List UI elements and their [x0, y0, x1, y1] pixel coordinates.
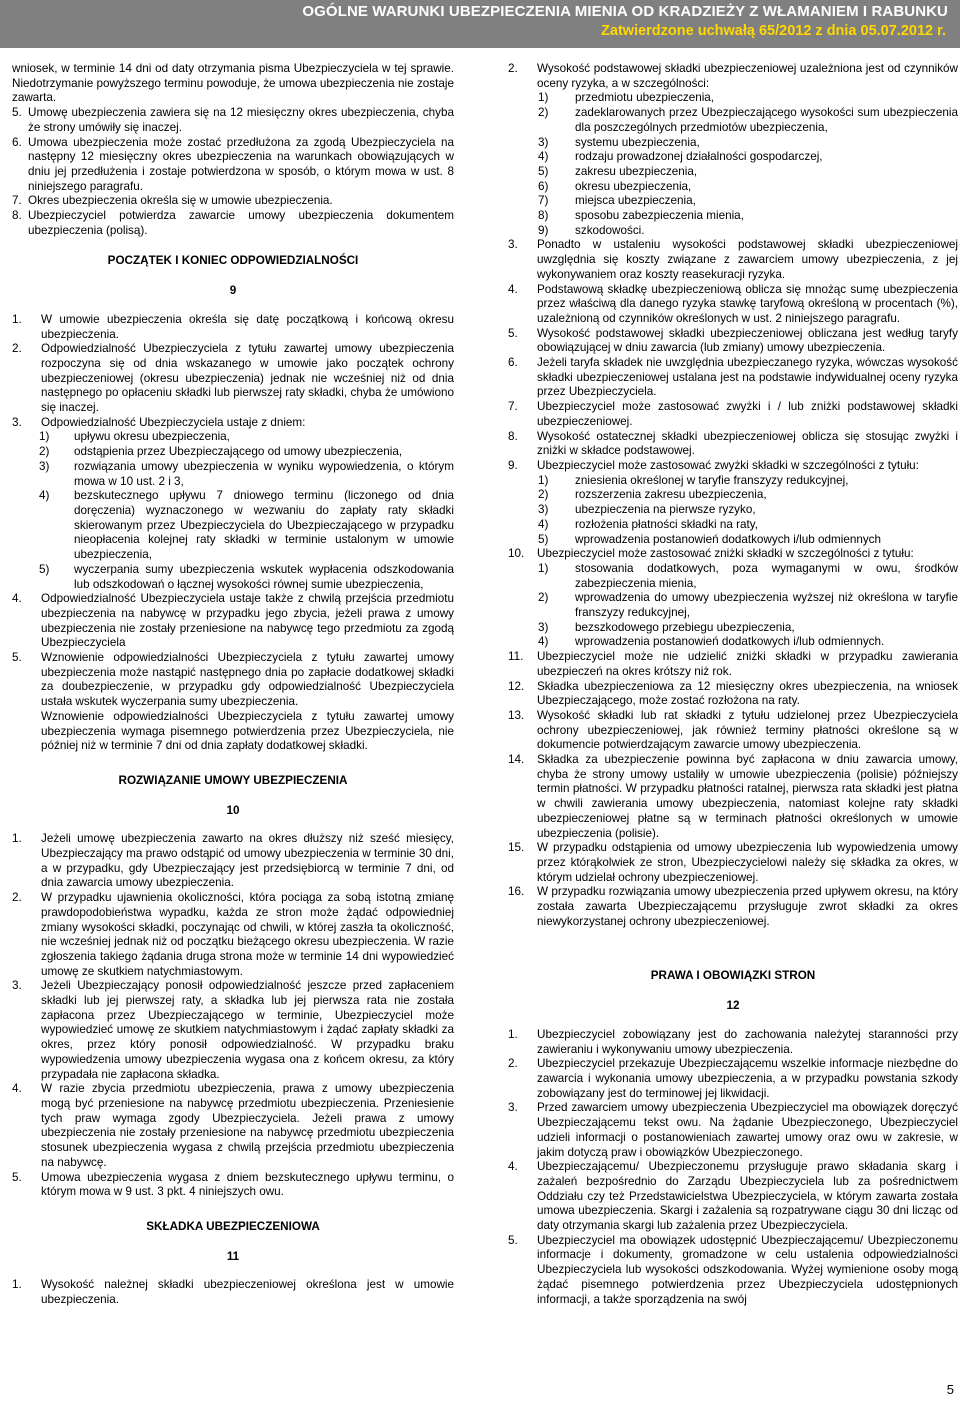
- sub-item: 3) systemu ubezpieczenia,: [538, 135, 700, 149]
- page-number: 5: [946, 1382, 954, 1397]
- sub-item: 6) okresu ubezpieczenia,: [538, 179, 692, 193]
- sub-item: 1) stosowania dodatkowych, poza wymaganymi w owu, środków zabezpieczenia mienia,: [538, 561, 958, 590]
- paragraph-number: 11: [226, 1249, 240, 1263]
- section-heading: ROZWIĄZANIE UMOWY UBEZPIECZENIA: [118, 773, 348, 787]
- paragraph: wniosek, w terminie 14 dni od daty otrzymania pisma Ubezpieczyciela w tej sprawie. Niedotrzymanie powyższego terminu powoduje, że umowa ubezpieczenia nie zostaje zawarta.: [12, 62, 454, 105]
- sub-item: 2) zadeklarowanych przez Ubezpieczającego wysokości sum ubezpieczenia dla poszczególnych przedmiotów ubezpieczenia,: [538, 106, 958, 134]
- right-column: [508, 62, 958, 1307]
- list-item: 15. W przypadku odstąpienia od umowy ubezpieczenia lub wypowiedzenia umowy przez którąkolwiek ze stron, Ubezpieczycielowi należy się składka za okres, w którym udzielał ochrony ubezpieczeniowej.: [508, 841, 958, 884]
- list-item: 3. Ponadto w ustaleniu wysokości podstawowej składki ubezpieczeniowej uwzględnia się koszty związane z zawarciem umowy ubezpieczenia, z jej wykonywaniem oraz koszty reasekuracji ryzyka.: [508, 238, 958, 281]
- list-item: 3. Odpowiedzialność Ubezpieczyciela ustaje z dniem:: [12, 415, 306, 429]
- sub-item: 5) wyczerpania sumy ubezpieczenia wskutek wypłacenia odszkodowania lub odszkodowań o łącznej wysokości równej sumie ubezpieczenia,: [39, 562, 454, 591]
- list-item: 5. Wznowienie odpowiedzialności Ubezpieczyciela z tytułu zawartej umowy ubezpieczenia może nastąpić następnego dnia po zapłacie dodatkowej składki za doubezpieczenie, w przypadku gdy odpowiedzialność Ubezpieczyciela ustała wskutek wyczerpania sumy ubezpieczenia.: [12, 651, 454, 709]
- list-item: 4. Podstawową składkę ubezpieczeniową oblicza się mnożąc sumę ubezpieczenia przez właściwą dla danego ryzyka stawkę taryfową określoną w procentach (%), uzależnioną od czynników określonych w ust. 2 niniejszego paragrafu.: [508, 282, 958, 325]
- list-item: 6. Umowa ubezpieczenia może zostać przedłużona za zgodą Ubezpieczyciela na następny 12 miesięczny okres ubezpieczenia na warunkach obowiązujących w dniu jej przedłużenia i zostaje potwierdzona w sposób, o którym mowa w ust. 8 niniejszego paragrafu.: [12, 135, 454, 193]
- list-item: 1. Ubezpieczyciel zobowiązany jest do zachowania należytej staranności przy zawieraniu i wykonywaniu umowy ubezpieczenia.: [508, 1027, 958, 1056]
- section-heading: SKŁADKA UBEZPIECZENIOWA: [146, 1219, 320, 1233]
- sub-item: 8) sposobu zabezpieczenia mienia,: [538, 209, 744, 223]
- list-item-continued: Wznowienie odpowiedzialności Ubezpieczyciela z tytułu zawartej umowy ubezpieczenia wymaga pisemnego potwierdzenia przez Ubezpieczyciela, nie później niż w terminie 7 dni od dnia zapłaty dodatkowej składki.: [41, 709, 454, 753]
- list-item: 1. W umowie ubezpieczenia określa się datę początkową i końcową okresu ubezpieczenia.: [12, 312, 454, 341]
- list-item: 16. W przypadku rozwiązania umowy ubezpieczenia przed upływem okresu, na który została zawarta Ubezpieczającemu przysługuje zwrot składki za okres niewykorzystanej ochrony ubezpieczeniowej.: [508, 885, 958, 928]
- list-item: 4. Ubezpieczającemu/ Ubezpieczonemu przysługuje prawo składania skarg i zażaleń bezpośrednio do Zarządu Ubezpieczyciela lub za pośrednictwem Oddziału czy też Przedstawicielstwa Ubezpieczyciela, w którym zawarta została umowa ubezpieczenia. Skargi i zażalenia są rozpatrywane ciągu 30 dni licząc od daty otrzymania skargi lub zażalenia przez Ubezpieczyciela.: [508, 1160, 958, 1233]
- sub-item: 2) odstąpienia przez Ubezpieczającego od umowy ubezpieczenia,: [39, 445, 403, 459]
- sub-item: 5) wprowadzenia postanowień dodatkowych i/lub odmiennych: [538, 532, 882, 546]
- list-item: 1. Wysokość należnej składki ubezpieczeniowej określona jest w umowie ubezpieczenia.: [12, 1278, 454, 1307]
- list-item: 10. Ubezpieczyciel może zastosować zniżki składki w szczególności z tytułu:: [508, 547, 914, 561]
- sub-item: 3) rozwiązania umowy ubezpieczenia w wyniku wypowiedzenia, o którym mowa w 10 ust. 2 i 3,: [39, 459, 454, 488]
- paragraph-number: 9: [229, 284, 237, 298]
- section-heading: PRAWA I OBOWIĄZKI STRON: [650, 969, 816, 983]
- sub-item: 9) szkodowości.: [538, 223, 645, 237]
- left-column: [12, 62, 454, 1308]
- list-item: 5. Wysokość podstawowej składki ubezpieczeniowej obliczana jest według taryfy obowiązującej w dniu zawarcia (lub zmiany) umowy ubezpieczenia.: [508, 326, 958, 355]
- sub-item: 1) przedmiotu ubezpieczenia,: [538, 91, 715, 105]
- list-item: 4. W razie zbycia przedmiotu ubezpieczenia, prawa z umowy ubezpieczenia mogą być przeniesione na nabywcę przedmiotu ubezpieczenia. Przeniesienie tych praw wymaga zgody Ubezpieczyciela. Jeżeli prawa z umowy ubezpieczenia nie zostały przeniesione na nabywcę przedmiotu ubezpieczenia stosunek ubezpieczenia wygasa z chwilą przejścia przedmiotu ubezpieczenia na nabywcę.: [12, 1082, 454, 1169]
- sub-item: 4) bezskutecznego upływu 7 dniowego terminu (liczonego od dnia doręczenia) wyznaczonego w wezwaniu do zapłaty raty składki skierowanym przez Ubezpieczyciela do Ubezpieczającego w przypadku nieopłacenia kolejnej raty składki w terminie ustalonym w umowie ubezpieczenia,: [39, 489, 454, 562]
- list-item: 6. Jeżeli taryfa składek nie uwzględnia ubezpieczanego ryzyka, wówczas wysokość składki ubezpieczeniowej ustalana jest na podstawie indywidualnej oceny ryzyka przez Ubezpieczyciela.: [508, 356, 958, 399]
- sub-item: 1) zniesienia określonej w taryfie franszyzy redukcyjnej,: [538, 473, 849, 487]
- sub-item: 2) wprowadzenia do umowy ubezpieczenia wyższej niż określona w taryfie franszyzy redukcyjnej,: [538, 591, 958, 620]
- paragraph-number: 12: [726, 999, 740, 1013]
- list-item: 5. Umowa ubezpieczenia wygasa z dniem bezskutecznego upływu terminu, o którym mowa w 9 ust. 3 pkt. 4 niniejszych owu.: [12, 1170, 454, 1199]
- list-item: 2. W przypadku ujawnienia okoliczności, która pociąga za sobą istotną zmianę prawdopodobieństwa wypadku, każda ze stron może żądać odpowiedniej zmiany wysokości składki, poczynając od chwili, w której zaszła ta okoliczność, nie wcześniej jednak niż od początku bieżącego okresu ubezpieczenia. W razie zgłoszenia takiego żądania druga strona może w terminie 14 dni wypowiedzieć umowę ze skutkiem natychmiastowym.: [12, 891, 454, 978]
- list-item: 7. Ubezpieczyciel może zastosować zwyżki i / lub zniżki podstawowej składki ubezpieczeniowej.: [508, 400, 958, 428]
- sub-item: 1) upływu okresu ubezpieczenia,: [39, 430, 230, 444]
- list-item: 2. Ubezpieczyciel przekazuje Ubezpieczającemu wszelkie informacje niezbędne do zawarcia i wykonania umowy ubezpieczenia, a w przypadku powstania szkody zobowiązany jest do terminowej jej likwidacji.: [508, 1057, 958, 1100]
- list-item: 14. Składka za ubezpieczenie powinna być zapłacona w dniu zawarcia umowy, chyba że strony umowy ustaliły w umowie ubezpieczenia (polisie) późniejszy termin płatności. W przypadku płatności ratalnej, pierwsza rata składki jest płatna w chwili zawierania umowy ubezpieczenia, natomiast kolejne raty składki ubezpieczeniowej płatne są w terminach płatności określonych w umowie ubezpieczenia (polisie).: [508, 753, 958, 840]
- list-item: 11. Ubezpieczyciel może nie udzielić zniżki składki w przypadku zawierania ubezpieczeń na okres krótszy niż rok.: [508, 650, 958, 678]
- sub-item: 4) wprowadzenia postanowień dodatkowych i/lub odmiennych.: [538, 635, 885, 649]
- sub-item: 3) bezszkodowego przebiegu ubezpieczenia,: [538, 620, 795, 634]
- list-item: 12. Składka ubezpieczeniowa za 12 miesięczny okres ubezpieczenia, na wniosek Ubezpieczającego, może zostać rozłożona na raty.: [508, 679, 958, 708]
- list-item: 13. Wysokość składki lub rat składki z tytułu udzielonej przez Ubezpieczyciela ochrony ubezpieczeniowej, jak również terminy płatności określone są w dokumencie potwierdzającym zawarcie umowy ubezpieczenia.: [508, 708, 958, 752]
- list-item: 4. Odpowiedzialność Ubezpieczyciela ustaje także z chwilą przejścia przedmiotu ubezpieczenia na nabywcę w przypadku jego zbycia, jeżeli prawa z umowy ubezpieczenia nie zostały przeniesione na nabywcę tego przedmiotu za zgodą Ubezpieczyciela: [12, 592, 454, 650]
- list-item: 3. Jeżeli Ubezpieczający ponosił odpowiedzialność jeszcze przed zapłaceniem składki lub jej pierwszej raty, a składka lub jej pierwsza rata nie została zapłacona przez Ubezpieczającego w terminie, Ubezpieczyciel może wypowiedzieć umowę ze skutkiem natychmiastowym i żądać zapłaty składki za okres, przez który ponosił odpowiedzialność. W przypadku braku wypowiedzenia umowy ubezpieczenia wygasa ona z końcem okresu, za który przypadała nie zapłacona składka.: [12, 979, 454, 1081]
- list-item: 2. Wysokość podstawowej składki ubezpieczeniowej uzależniona jest od czynników oceny ryzyka, a w szczególności:: [508, 62, 958, 90]
- list-item: 8. Wysokość ostatecznej składki ubezpieczeniowej oblicza się stosując zwyżki i zniżki w składce podstawowej.: [508, 429, 958, 458]
- list-item: 5. Ubezpieczyciel ma obowiązek udostępnić Ubezpieczającemu/ Ubezpieczonemu informacje i dokumenty, gromadzone w celu ustalenia odpowiedzialności Ubezpieczyciela lub wysokości odszkodowania. Wyżej wymienione osoby mogą żądać pisemnego potwierdzenia przez Ubezpieczyciela udostępnionych informacji, a także sporządzenia na swój: [508, 1233, 958, 1306]
- list-item: 2. Odpowiedzialność Ubezpieczyciela z tytułu zawartej umowy ubezpieczenia rozpoczyna się od dnia wskazanego w umowie jako początek ochrony ubezpieczeniowej (okresu ubezpieczenia) jednak nie wcześniej niż od dnia następnego po opłaceniu składki lub pierwszej raty składki, chyba że umówiono się inaczej.: [12, 342, 454, 415]
- sub-item: 4) rodzaju prowadzonej działalności gospodarczej,: [538, 150, 823, 164]
- section-heading: POCZĄTEK I KONIEC ODPOWIEDZIALNOŚCI: [107, 254, 359, 268]
- page-header: [0, 0, 960, 48]
- sub-item: 7) miejsca ubezpieczenia,: [538, 194, 696, 208]
- paragraph-number: 10: [226, 803, 240, 817]
- approval-line: Zatwierdzone uchwałą 65/2012 z dnia 05.07.2012 r.: [601, 23, 946, 39]
- list-item: 7. Okres ubezpieczenia określa się w umowie ubezpieczenia.: [12, 194, 333, 208]
- sub-item: 3) ubezpieczenia na pierwsze ryzyko,: [538, 503, 756, 517]
- list-item: 3. Przed zawarciem umowy ubezpieczenia Ubezpieczyciel ma obowiązek doręczyć Ubezpieczającemu tekst owu. Na żądanie Ubezpieczonego, Ubezpieczyciel udzieli informacji o postanowieniach zawartej umowy oraz owu w zakresie, w jakim dotyczą praw i obowiązków Ubezpieczonego.: [508, 1101, 958, 1159]
- sub-item: 4) rozłożenia płatności składki na raty,: [538, 517, 758, 531]
- list-item: 8. Ubezpieczyciel potwierdza zawarcie umowy ubezpieczenia dokumentem ubezpieczenia (polisą).: [12, 209, 454, 237]
- list-item: 1. Jeżeli umowę ubezpieczenia zawarto na okres dłuższy niż sześć miesięcy, Ubezpieczający ma prawo odstąpić od umowy ubezpieczenia w terminie 30 dni, a w przypadku, gdy Ubezpieczający jest przedsiębiorcą w terminie 7 dni, od dnia zawarcia umowy ubezpieczenia.: [12, 832, 454, 890]
- document-title: OGÓLNE WARUNKI UBEZPIECZENIA MIENIA OD KRADZIEŻY Z WŁAMANIEM I RABUNKU: [302, 3, 948, 20]
- sub-item: 2) rozszerzenia zakresu ubezpieczenia,: [538, 488, 767, 502]
- list-item: 5. Umowę ubezpieczenia zawiera się na 12 miesięczny okres ubezpieczenia, chyba że strony umówiły się inaczej.: [12, 106, 454, 134]
- list-item: 9. Ubezpieczyciel może zastosować zwyżki składki w szczególności z tytułu:: [508, 458, 919, 472]
- sub-item: 5) zakresu ubezpieczenia,: [538, 164, 698, 178]
